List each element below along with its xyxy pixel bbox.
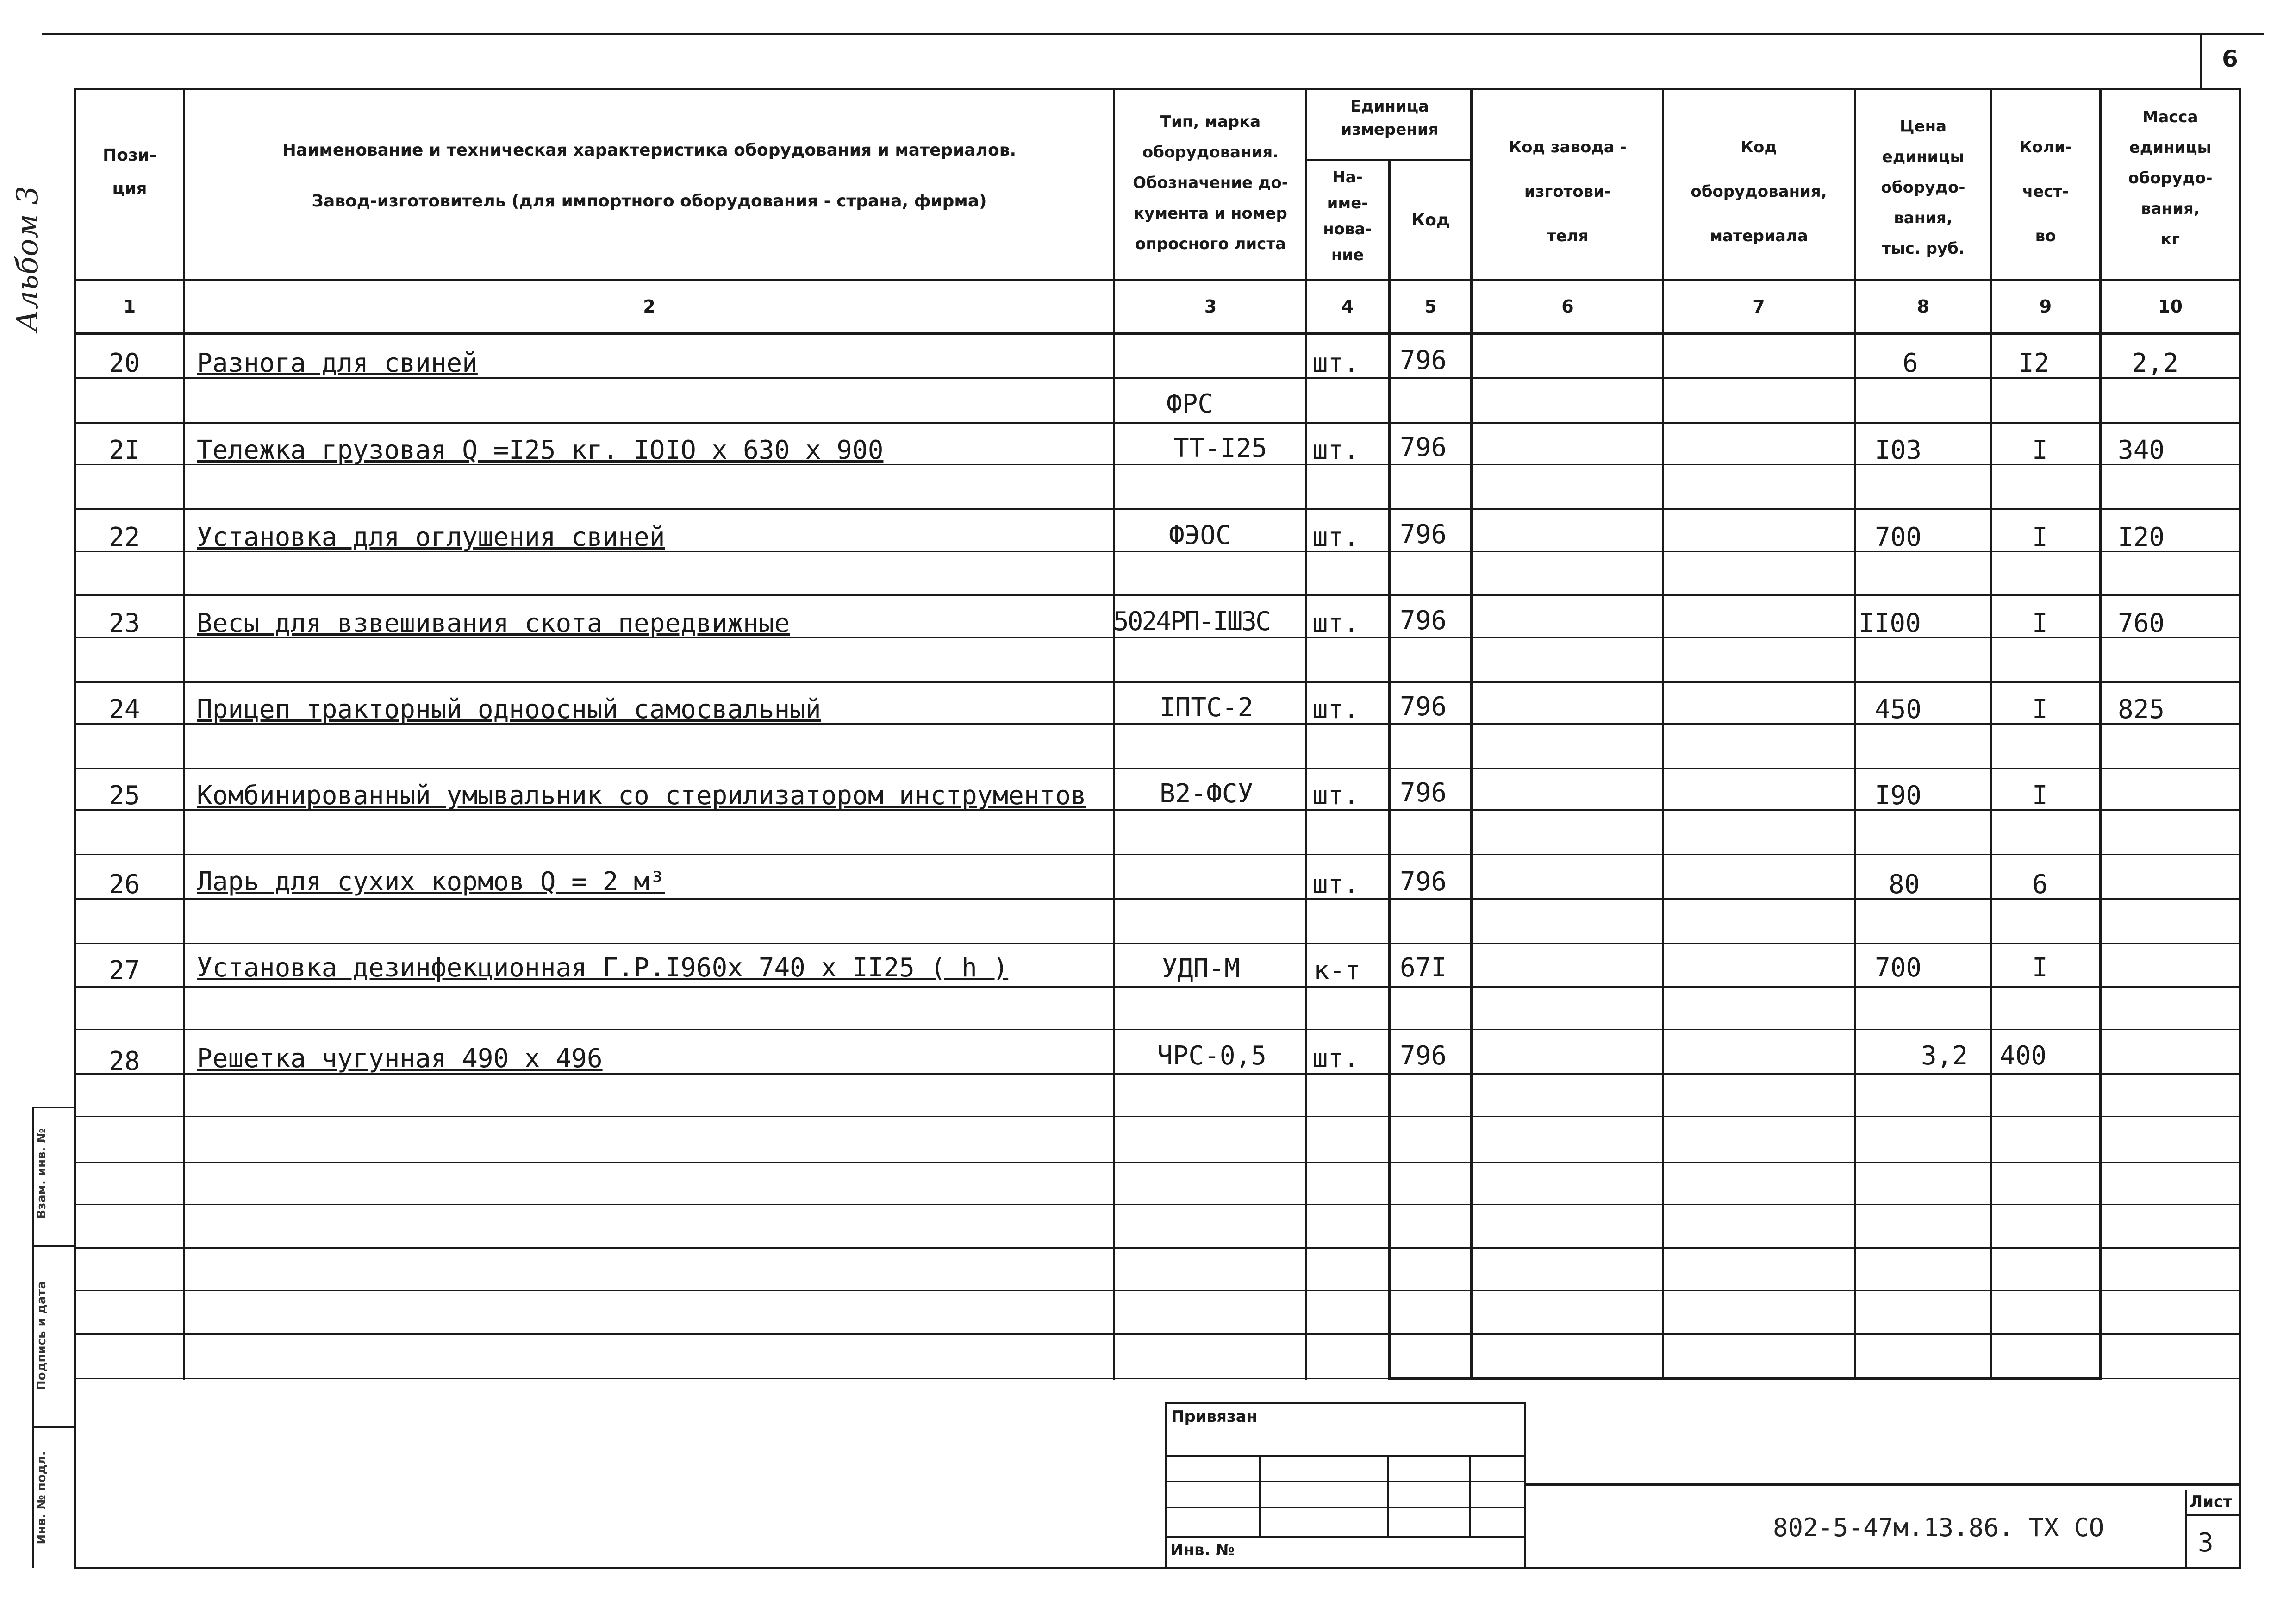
row-type: ФЭОС: [1169, 520, 1231, 550]
row-quantity: I2: [2018, 348, 2050, 378]
margin-replaced-inv: Взам. инв. №: [35, 1128, 49, 1219]
row-type: ТТ-I25: [1173, 433, 1267, 463]
sheet-box-left: [2185, 1490, 2187, 1567]
row-unit: шт.: [1312, 348, 1360, 378]
col-line-7: [1854, 88, 1856, 1380]
col-line-5: [1470, 88, 1473, 1380]
row-name: Комбинированный умывальник со стерилизатором инструментов: [197, 781, 1086, 811]
header-unit-name: На- име- нова- ние: [1323, 168, 1372, 264]
sheet-label: Лист: [2190, 1493, 2232, 1511]
row-code: 796: [1400, 432, 1447, 463]
row-name: Прицеп тракторный одноосный самосвальный: [197, 694, 821, 725]
grid-line: [74, 986, 2240, 988]
row-quantity: I: [2032, 522, 2048, 552]
stamp-vline: [1259, 1455, 1261, 1537]
row-price: 3,2: [1921, 1041, 1968, 1071]
row-mass: 760: [2118, 608, 2165, 638]
header-type: Тип, марка оборудования. Обозначение до- кумента и номер опросного листа: [1133, 113, 1288, 253]
header-name: Наименование и техническая характеристика оборудования и материалов. Завод-изготовитель (для импортного оборудования - страна, фирма): [282, 141, 1017, 211]
colnum-10: 10: [2158, 296, 2183, 317]
header-price: Цена единицы оборудо- вания, тыс. руб.: [1881, 117, 1965, 258]
header-position: Пози- ция: [103, 146, 156, 198]
album-label: Альбом 3: [11, 186, 45, 332]
row-price: I03: [1875, 435, 1922, 465]
row-type: ФРС: [1167, 389, 1214, 419]
colnum-2: 2: [643, 296, 655, 317]
row-code: 796: [1400, 867, 1447, 897]
row-type: ЧРС-0,5: [1157, 1041, 1267, 1071]
grid-line: [74, 1378, 2240, 1379]
grid-line: [74, 1162, 2240, 1163]
grid-line: [74, 943, 2240, 944]
header-factory-code: Код завода - изготови- теля: [1509, 138, 1627, 245]
header-bottom-line: [74, 279, 2240, 281]
stamp-line: [1165, 1507, 1526, 1508]
col-line-1: [183, 88, 185, 1380]
row-type: УДП-М: [1162, 954, 1240, 984]
grid-line: [74, 1247, 2240, 1249]
stamp-code-line: [1526, 1483, 2239, 1486]
col-line-3: [1305, 88, 1307, 1380]
row-name: Тележка грузовая Q =I25 кг. IOIO x 630 x 900: [197, 435, 884, 465]
row-code: 796: [1400, 778, 1447, 808]
row-quantity: I: [2032, 953, 2048, 983]
row-price: 700: [1875, 953, 1922, 983]
row-price: I90: [1875, 781, 1922, 811]
sheet-number: 3: [2198, 1528, 2214, 1558]
row-name: Разнога для свиней: [197, 348, 478, 378]
sheet-box-divider: [2185, 1514, 2240, 1516]
margin-strip-line: [32, 1107, 74, 1108]
top-border-line: [42, 33, 2264, 35]
row-price: 450: [1875, 694, 1922, 725]
colnum-bottom-line: [74, 332, 2240, 335]
row-name: Решетка чугунная 490 x 496: [197, 1044, 603, 1074]
row-mass: 340: [2118, 435, 2165, 465]
stamp-line: [1165, 1455, 1526, 1457]
stamp-vline: [1387, 1455, 1389, 1537]
margin-signature-date: Подпись и дата: [35, 1281, 49, 1391]
row-quantity: I: [2032, 694, 2048, 725]
colnum-1: 1: [123, 296, 136, 317]
grid-line: [74, 1204, 2240, 1205]
row-code: 796: [1400, 692, 1447, 722]
row-price: 80: [1889, 869, 1920, 900]
header-mass: Масса единицы оборудо- вания, кг: [2128, 108, 2213, 249]
colnum-8: 8: [1917, 296, 1929, 317]
grid-line: [74, 1029, 2240, 1030]
row-unit: шт.: [1312, 608, 1360, 638]
table-top-border: [74, 88, 2240, 90]
row-code: 796: [1400, 1041, 1447, 1071]
colnum-3: 3: [1204, 296, 1217, 317]
row-code: 796: [1400, 606, 1447, 636]
header-equipment-code: Код оборудования, материала: [1691, 138, 1827, 245]
row-code: 796: [1400, 345, 1447, 375]
colnum-4: 4: [1341, 296, 1354, 317]
stamp-attached: Привязан: [1171, 1407, 1258, 1426]
row-mass: I20: [2118, 522, 2165, 552]
row-position: 26: [109, 869, 140, 900]
colnum-5: 5: [1424, 296, 1437, 317]
row-quantity: I: [2032, 608, 2048, 638]
header-unit-code: Код: [1411, 211, 1450, 230]
stamp-line: [1165, 1536, 1526, 1538]
colnum-9: 9: [2039, 296, 2052, 317]
row-name: Установка дезинфекционная Г.Р.I960x 740 x II25 ( h ): [197, 953, 1009, 983]
row-mass: 825: [2118, 694, 2165, 725]
row-position: 25: [109, 781, 140, 811]
row-position: 27: [109, 956, 140, 986]
row-unit: шт.: [1312, 522, 1360, 552]
header-unit-group: Единица измерения: [1341, 97, 1439, 139]
grid-line: [74, 1116, 2240, 1117]
row-unit: шт.: [1312, 869, 1360, 900]
row-type: 5024РП-IШЗС: [1113, 606, 1270, 637]
grid-line: [74, 854, 2240, 855]
row-position: 22: [109, 522, 140, 552]
row-unit: к-т: [1314, 956, 1361, 986]
corner-box-left: [2200, 35, 2202, 90]
row-quantity: I: [2032, 435, 2048, 465]
col-line-9: [2099, 88, 2102, 1380]
document-code: 802-5-47м.13.86. ТХ СО: [1773, 1513, 2104, 1542]
row-quantity: I: [2032, 781, 2048, 811]
row-position: 20: [109, 348, 140, 378]
stamp-inventory: Инв. №: [1170, 1541, 1235, 1559]
grid-line: [74, 681, 2240, 683]
row-unit: шт.: [1312, 435, 1360, 465]
grid-line: [74, 1333, 2240, 1335]
header-quantity: Коли- чест- во: [2019, 138, 2072, 245]
stamp-vline: [1469, 1455, 1471, 1537]
col-line-2: [1113, 88, 1115, 1380]
col-line-8: [1990, 88, 1992, 1380]
row-type: В2-ФСУ: [1160, 779, 1254, 809]
frame-bottom-border: [74, 1567, 2241, 1569]
row-position: 24: [109, 694, 140, 725]
row-position: 23: [109, 608, 140, 638]
grid-line: [74, 594, 2240, 596]
row-name: Весы для взвешивания скота передвижные: [197, 608, 790, 638]
margin-strip-left: [32, 1107, 34, 1568]
margin-strip-line: [32, 1426, 74, 1428]
row-position: 2I: [109, 435, 140, 465]
row-code: 67I: [1400, 953, 1447, 983]
row-price: 6: [1903, 348, 1918, 378]
margin-inv-original: Инв. № подл.: [35, 1451, 49, 1544]
row-unit: шт.: [1312, 781, 1360, 811]
col-line-4: [1388, 159, 1391, 1380]
row-mass: 2,2: [2132, 348, 2179, 378]
row-price: 700: [1875, 522, 1922, 552]
row-name: Ларь для сухих кормов Q = 2 м³: [197, 867, 665, 897]
row-unit: шт.: [1312, 694, 1360, 725]
grid-line: [74, 1290, 2240, 1291]
grid-line: [74, 768, 2240, 769]
row-unit: шт.: [1312, 1044, 1360, 1074]
row-price: II00: [1859, 608, 1921, 638]
row-name: Установка для оглушения свиней: [197, 522, 665, 552]
colnum-7: 7: [1753, 296, 1765, 317]
row-position: 28: [109, 1046, 140, 1076]
row-quantity: 400: [2000, 1041, 2047, 1071]
margin-strip-line: [32, 1245, 74, 1247]
row-type: IПТС-2: [1160, 693, 1254, 723]
grid-line: [74, 508, 2240, 510]
grid-line: [74, 422, 2240, 424]
corner-sheet-number: 6: [2222, 45, 2238, 72]
col-line-6: [1662, 88, 1664, 1380]
row-code: 796: [1400, 519, 1447, 550]
stamp-line: [1165, 1481, 1526, 1482]
colnum-6: 6: [1561, 296, 1574, 317]
row-quantity: 6: [2032, 869, 2048, 900]
frame-right-border: [2239, 88, 2241, 1568]
